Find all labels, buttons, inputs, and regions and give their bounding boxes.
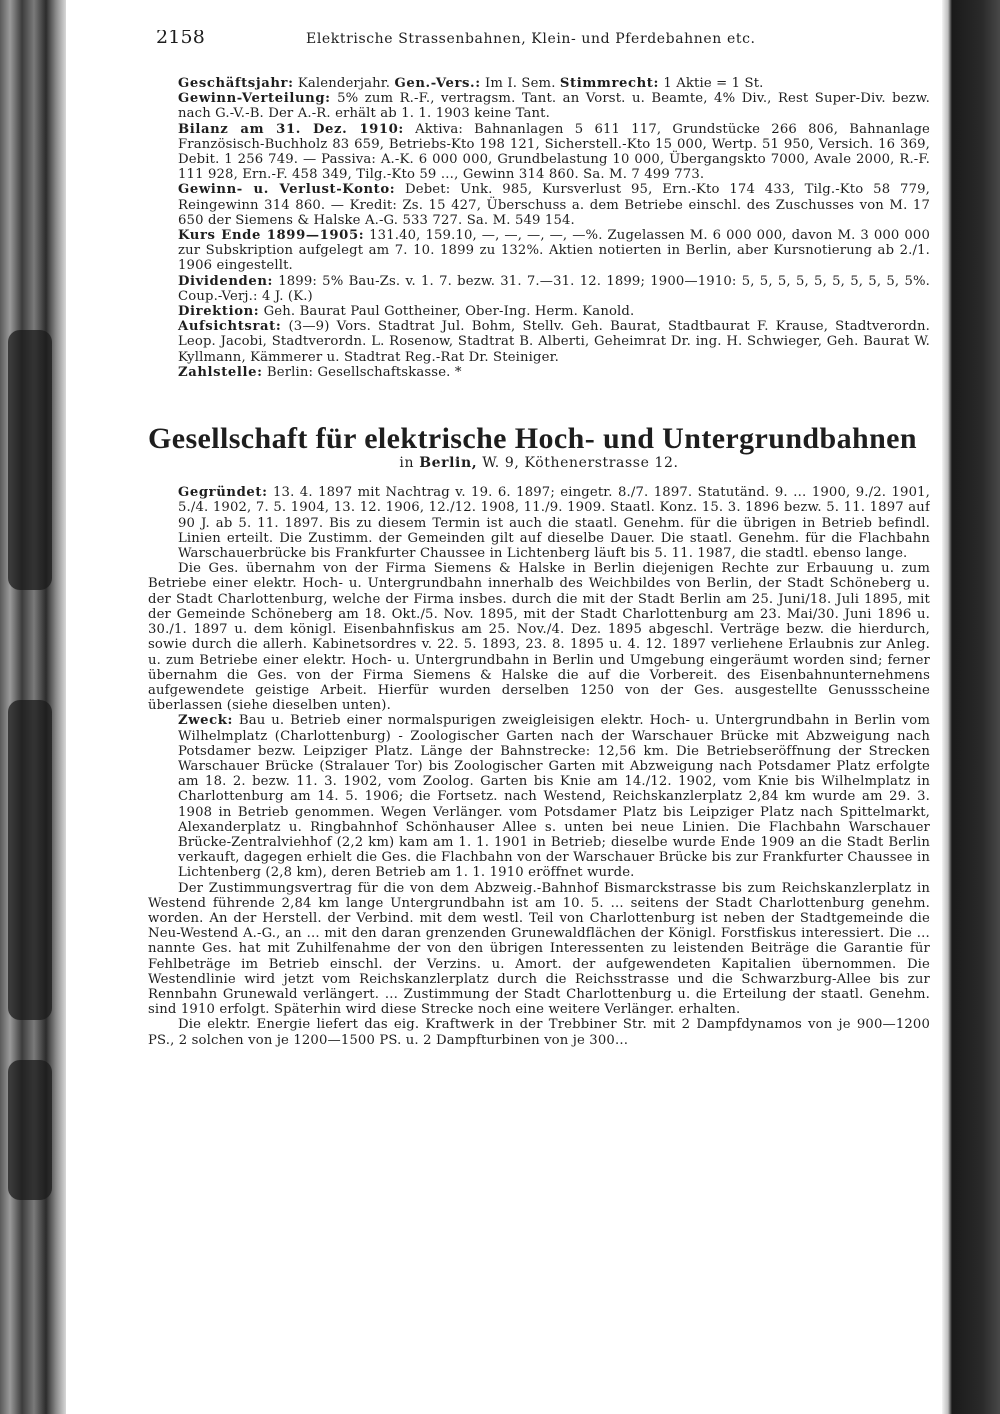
entry-dividenden: Dividenden: 1899: 5% Bau-Zs. v. 1. 7. bezw. 31. 7.—31. 12. 1899; 1900—1910: 5, 5, 5, 5, 5, 5, 5, 5, 5, 5%. Coup.-Verj.: 4 J. (K.)	[178, 273, 930, 304]
entry-direktion: Direktion: Geh. Baurat Paul Gottheiner, Ober-Ing. Herm. Kanold.	[178, 304, 635, 320]
book-binding	[0, 0, 66, 1414]
previous-company-section	[148, 76, 930, 380]
entry-zweck: Zweck: Bau u. Betrieb einer normalspurigen zweigleisigen elektr. Hoch- u. Untergrundbahn in Berlin vom Wilhelmplatz (Charlottenburg) - Zoologischer Garten nach der Warschauer Brücke mit Abzweigung nach Potsdamer bezw. Leipziger Platz. Länge der Bahnstrecke: 12,56 km. Die Betriebseröffnung der Strecken Warschauer Brücke (Stralauer Tor) bis Zoologischer Garten mit Abzweigung nach Potsdamer Platz erfolgte am 18. 2. bezw. 11. 3. 1902, vom Zoolog. Garten bis Knie am 14./12. 1902, vom Knie bis Wilhelmplatz in Charlottenburg am 14. 5. 1906; die Fortsetz. nach Westend, Reichskanzlerplatz 2,84 km wurde am 29. 3. 1908 in Betrieb genommen. Wegen Verlänger. vom Potsdamer Platz bis Leipziger Platz nach Spittelmarkt, Alexanderplatz u. Ringbahnhof Schönhauser Allee s. unten bei neue Linien. Die Flachbahn Warschauer Brücke-Zentralviehhof (2,2 km) kam am 1. 1. 1901 in Betrieb; dieselbe wurde Ende 1909 an die Stadt Berlin verkauft, dagegen erhielt die Ges. die Flachbahn von der Warschauer Brücke bis zur Frankfurter Chaussee in Lichtenberg (2,8 km), deren Betrieb am 1. 1. 1910 eröffnet wurde.	[178, 713, 930, 881]
company-location: in Berlin, W. 9, Köthenerstrasse 12.	[399, 455, 679, 472]
spine-stain	[8, 1060, 52, 1200]
entry-kurs: Kurs Ende 1899—1905: 131.40, 159.10, —, —, —, —, —%. Zugelassen M. 6 000 000, davon M. 3 000 000 zur Subskription aufgelegt am 7. 10. 1899 zu 132%. Aktien notierten in Berlin, aber Kursnotierung ab 2./1. 1906 eingestellt.	[178, 228, 930, 274]
book-page	[148, 30, 930, 1410]
page-edge-shadow	[942, 0, 1000, 1414]
running-title: Elektrische Strassenbahnen, Klein- und Pferdebahnen etc.	[306, 31, 756, 47]
entry-gewinn-verteilung: Gewinn-Verteilung: 5% zum R.-F., vertragsm. Tant. an Vorst. u. Beamte, 4% Div., Rest Super-Div. bezw. nach G.-V.-B. Der A.-R. erhält ab 1. 1. 1903 keine Tant.	[178, 91, 930, 122]
entry-gewinn-verlust: Gewinn- u. Verlust-Konto: Debet: Unk. 985, Kursverlust 95, Ern.-Kto 174 433, Tilg.-Kto 58 779, Reingewinn 314 860. — Kredit: Zs. 15 427, Überschuss a. dem Betriebe einschl. des Zuschusses von M. 17 650 der Siemens & Halske A.-G. 533 727. Sa. M. 549 154.	[178, 182, 930, 228]
entry-aufsichtsrat: Aufsichtsrat: (3—9) Vors. Stadtrat Jul. Bohm, Stellv. Geh. Baurat, Stadtbaurat F. Krause, Stadtverordn. Leop. Jacobi, Stadtverordn. L. Rosenow, Stadtrat B. Alberti, Geheimrat Dr. ing. H. Schwieger, Geh. Baurat W. Kyllmann, Kämmerer u. Stadtrat Reg.-Rat Dr. Steiniger.	[178, 319, 930, 365]
spine-stain	[8, 330, 52, 590]
paragraph-zustimmung: Der Zustimmungsvertrag für die von dem Abzweig.-Bahnhof Bismarckstrasse bis zum Reichskanzlerplatz in Westend führende 2,84 km lange Untergrundbahn ist am 10. 5. … seitens der Stadt Charlottenburg genehm. worden. An der Herstell. der Verbind. mit dem westl. Teil von Charlottenburg ist neben der Stadtgemeinde die Neu-Westend A.-G., an … mit den daran grenzenden Grunewaldflächen der Königl. Forstfiskus interessiert. Die … nannte Ges. hat mit Zuhilfenahme der von den übrigen Interessenten zu leistenden Beiträge die Garantie für Fehlbeträge im Betrieb einschl. der Verzins. u. Amort. der aufgewendeten Kapitalien übernommen. Die Westendlinie wird jetzt vom Reichskanzlerplatz durch die Reichsstrasse und die Schwarzburg-Allee bis zur Rennbahn Grunewald verlängert. … Zustimmung der Stadt Charlottenburg u. die Erteilung der staatl. Genehm. sind 1910 erfolgt. Späterhin wird diese Strecke noch eine weitere Verlänger. erhalten.	[148, 880, 930, 1018]
running-head	[148, 30, 930, 52]
spine-stain	[8, 700, 52, 1020]
entry-geschaeftsjahr: Geschäftsjahr: Kalenderjahr. Gen.-Vers.: Im I. Sem. Stimmrecht: 1 Aktie = 1 St.	[178, 76, 764, 91]
company-title: Gesellschaft für elektrische Hoch- und Untergrundbahnen	[148, 422, 917, 456]
company-section	[148, 485, 930, 1048]
entry-zahlstelle: Zahlstelle: Berlin: Gesellschaftskasse. *	[178, 364, 462, 380]
paragraph-rechte: Die Ges. übernahm von der Firma Siemens & Halske in Berlin diejenigen Rechte zur Erbauung u. zum Betriebe einer elektr. Hoch- u. Untergrundbahn innerhalb des Weichbildes von Berlin, der Stadt Schöneberg u. der Stadt Charlottenburg, welche der Firma insbes. durch die mit der Stadt Berlin am 25. Juni/18. Juli 1895, mit der Gemeinde Schöneberg am 18. Okt./5. Nov. 1895, mit der Stadt Charlottenburg am 23. Mai/30. Juni 1896 u. 30./1. 1897 u. dem königl. Eisenbahnfiskus am 25. Nov./4. Dez. 1895 abgeschl. Verträge bezw. die hierdurch, sowie durch die allerh. Kabinetsordres v. 22. 5. 1893, 23. 8. 1895 u. 4. 12. 1897 verliehene Erlaubnis zur Anleg. u. zum Betriebe einer elektr. Hoch- u. Untergrundbahn in Berlin und Umgebung eingeräumt worden sind; ferner übernahm die Ges. von der Firma Siemens & Halske die auf die Vorbereit. des Eisenbahnunternehmens aufgewendete geistige Arbeit. Hierfür wurden derselben 1250 von der Ges. ausgestellte Genussscheine überlassen (siehe dieselben unten).	[148, 561, 930, 714]
page-number: 2158	[156, 30, 205, 48]
entry-bilanz: Bilanz am 31. Dez. 1910: Aktiva: Bahnanlagen 5 611 117, Grundstücke 266 806, Bahnanlage Französisch-Buchholz 83 659, Betriebs-Kto 198 121, Sicherstell.-Kto 15 000, Wertp. 51 950, Versich. 16 369, Debit. 1 256 749. — Passiva: A.-K. 6 000 000, Grundbelastung 10 000, Übergangskto 7000, Avale 2000, R.-F. 111 928, Ern.-F. 458 349, Tilg.-Kto 59 …, Gewinn 314 860. Sa. M. 7 499 773.	[178, 121, 930, 183]
paragraph-energie: Die elektr. Energie liefert das eig. Kraftwerk in der Trebbiner Str. mit 2 Dampfdynamos von je 900—1200 PS., 2 solchen von je 1200—1500 PS. u. 2 Dampfturbinen von je 300…	[148, 1017, 930, 1048]
entry-gegruendet: Gegründet: 13. 4. 1897 mit Nachtrag v. 19. 6. 1897; eingetr. 8./7. 1897. Statutänd. 9. … 1900, 9./2. 1901, 5./4. 1902, 7. 5. 1904, 13. 12. 1906, 12./12. 1908, 11./9. 1909. Staatl. Konz. 15. 3. 1896 bezw. 5. 11. 1897 auf 90 J. ab 5. 11. 1897. Bis zu diesem Termin ist auch die staatl. Genehm. für die übrigen in Betrieb befindl. Linien erteilt. Die Zustimm. der Gemeinden gilt auf dieselbe Dauer. Die staatl. Genehm. für die Flachbahn Warschauerbrücke bis Frankfurter Chaussee in Lichtenberg läuft bis 5. 11. 1987, die stadtl. ebenso lange.	[178, 485, 930, 562]
